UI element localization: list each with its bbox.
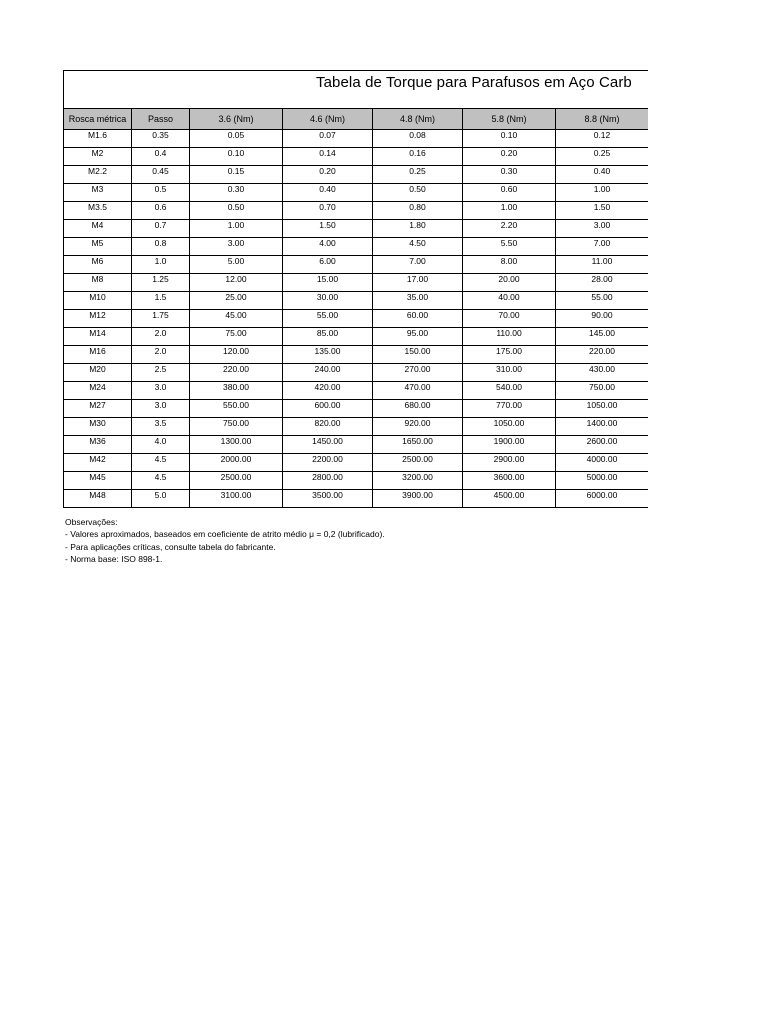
- thread-size-cell: M45: [64, 472, 132, 490]
- torque-cell: 1.00: [463, 202, 556, 220]
- table-row: [64, 328, 649, 346]
- torque-cell: 2000.00: [190, 454, 283, 472]
- torque-cell: 770.00: [463, 400, 556, 418]
- pitch-cell: 4.5: [132, 454, 190, 472]
- torque-cell: 0.12: [556, 130, 649, 148]
- torque-cell: 0.70: [283, 202, 373, 220]
- thread-size-cell: M5: [64, 238, 132, 256]
- torque-cell: 0.80: [373, 202, 463, 220]
- thread-size-cell: M2: [64, 148, 132, 166]
- pitch-cell: 0.6: [132, 202, 190, 220]
- pitch-cell: 0.5: [132, 184, 190, 202]
- thread-size-cell: M1.6: [64, 130, 132, 148]
- table-row: [64, 310, 649, 328]
- torque-cell: 28.00: [556, 274, 649, 292]
- torque-cell: 0.08: [373, 130, 463, 148]
- torque-cell: 2500.00: [190, 472, 283, 490]
- torque-cell: 1900.00: [463, 436, 556, 454]
- torque-cell: 750.00: [556, 382, 649, 400]
- torque-cell: 0.15: [190, 166, 283, 184]
- torque-cell: 75.00: [190, 328, 283, 346]
- header-row: [64, 109, 649, 130]
- table-row: [64, 382, 649, 400]
- torque-cell: 60.00: [373, 310, 463, 328]
- torque-cell: 1.80: [373, 220, 463, 238]
- torque-cell: 2200.00: [283, 454, 373, 472]
- thread-size-cell: M3: [64, 184, 132, 202]
- torque-cell: 55.00: [556, 292, 649, 310]
- torque-cell: 3100.00: [190, 490, 283, 508]
- pitch-cell: 1.5: [132, 292, 190, 310]
- torque-cell: 420.00: [283, 382, 373, 400]
- torque-cell: 750.00: [190, 418, 283, 436]
- torque-cell: 8.00: [463, 256, 556, 274]
- column-header: 4.8 (Nm): [373, 109, 463, 130]
- torque-cell: 1300.00: [190, 436, 283, 454]
- torque-cell: 220.00: [190, 364, 283, 382]
- thread-size-cell: M3.5: [64, 202, 132, 220]
- thread-size-cell: M10: [64, 292, 132, 310]
- table-row: [64, 400, 649, 418]
- torque-cell: 4000.00: [556, 454, 649, 472]
- torque-cell: 0.20: [283, 166, 373, 184]
- thread-size-cell: M30: [64, 418, 132, 436]
- torque-cell: 6000.00: [556, 490, 649, 508]
- column-header: Passo: [132, 109, 190, 130]
- table-row: [64, 238, 649, 256]
- thread-size-cell: M48: [64, 490, 132, 508]
- torque-cell: 95.00: [373, 328, 463, 346]
- torque-cell: 920.00: [373, 418, 463, 436]
- table-row: [64, 418, 649, 436]
- torque-cell: 470.00: [373, 382, 463, 400]
- torque-cell: 135.00: [283, 346, 373, 364]
- torque-cell: 4.00: [283, 238, 373, 256]
- note-line: - Para aplicações críticas, consulte tabela do fabricante.: [65, 541, 276, 552]
- pitch-cell: 0.45: [132, 166, 190, 184]
- column-header: 5.8 (Nm): [463, 109, 556, 130]
- thread-size-cell: M24: [64, 382, 132, 400]
- torque-cell: 12.00: [190, 274, 283, 292]
- torque-cell: 17.00: [373, 274, 463, 292]
- torque-cell: 35.00: [373, 292, 463, 310]
- thread-size-cell: M27: [64, 400, 132, 418]
- table-row: [64, 274, 649, 292]
- table-row: [64, 220, 649, 238]
- torque-cell: 3600.00: [463, 472, 556, 490]
- torque-cell: 40.00: [463, 292, 556, 310]
- note-line: - Norma base: ISO 898-1.: [65, 553, 163, 564]
- torque-cell: 2.20: [463, 220, 556, 238]
- torque-cell: 90.00: [556, 310, 649, 328]
- torque-cell: 1050.00: [463, 418, 556, 436]
- torque-cell: 5.50: [463, 238, 556, 256]
- pitch-cell: 2.0: [132, 328, 190, 346]
- table-row: [64, 202, 649, 220]
- pitch-cell: 4.5: [132, 472, 190, 490]
- pitch-cell: 2.5: [132, 364, 190, 382]
- torque-cell: 0.50: [373, 184, 463, 202]
- torque-cell: 1400.00: [556, 418, 649, 436]
- torque-cell: 0.10: [463, 130, 556, 148]
- torque-cell: 30.00: [283, 292, 373, 310]
- torque-cell: 150.00: [373, 346, 463, 364]
- torque-cell: 7.00: [556, 238, 649, 256]
- torque-cell: 1.00: [190, 220, 283, 238]
- thread-size-cell: M42: [64, 454, 132, 472]
- torque-sheet: [63, 70, 648, 508]
- note-line: - Valores aproximados, baseados em coeficiente de atrito médio μ = 0,2 (lubrificado).: [65, 529, 385, 540]
- pitch-cell: 3.5: [132, 418, 190, 436]
- torque-cell: 3.00: [556, 220, 649, 238]
- torque-cell: 270.00: [373, 364, 463, 382]
- torque-cell: 2600.00: [556, 436, 649, 454]
- pitch-cell: 1.0: [132, 256, 190, 274]
- torque-cell: 110.00: [463, 328, 556, 346]
- torque-cell: 6.00: [283, 256, 373, 274]
- torque-cell: 600.00: [283, 400, 373, 418]
- torque-cell: 2500.00: [373, 454, 463, 472]
- torque-cell: 1.00: [556, 184, 649, 202]
- pitch-cell: 5.0: [132, 490, 190, 508]
- table-row: [64, 436, 649, 454]
- torque-cell: 220.00: [556, 346, 649, 364]
- thread-size-cell: M16: [64, 346, 132, 364]
- torque-cell: 430.00: [556, 364, 649, 382]
- torque-cell: 540.00: [463, 382, 556, 400]
- torque-cell: 25.00: [190, 292, 283, 310]
- thread-size-cell: M36: [64, 436, 132, 454]
- table-row: [64, 454, 649, 472]
- torque-cell: 240.00: [283, 364, 373, 382]
- table-row: [64, 292, 649, 310]
- torque-cell: 3.00: [190, 238, 283, 256]
- pitch-cell: 3.0: [132, 382, 190, 400]
- torque-cell: 2900.00: [463, 454, 556, 472]
- torque-cell: 0.25: [556, 148, 649, 166]
- column-header: 8.8 (Nm): [556, 109, 649, 130]
- table-row: [64, 364, 649, 382]
- torque-cell: 3900.00: [373, 490, 463, 508]
- torque-cell: 0.40: [556, 166, 649, 184]
- torque-cell: 2800.00: [283, 472, 373, 490]
- title-row: [63, 70, 648, 108]
- torque-cell: 310.00: [463, 364, 556, 382]
- notes: [65, 516, 385, 565]
- torque-cell: 7.00: [373, 256, 463, 274]
- torque-cell: 0.07: [283, 130, 373, 148]
- thread-size-cell: M8: [64, 274, 132, 292]
- torque-cell: 0.25: [373, 166, 463, 184]
- table-row: [64, 130, 649, 148]
- thread-size-cell: M2.2: [64, 166, 132, 184]
- torque-cell: 1.50: [556, 202, 649, 220]
- torque-cell: 380.00: [190, 382, 283, 400]
- table-row: [64, 490, 649, 508]
- table-body: [64, 130, 649, 508]
- pitch-cell: 0.4: [132, 148, 190, 166]
- torque-cell: 1050.00: [556, 400, 649, 418]
- torque-cell: 0.40: [283, 184, 373, 202]
- torque-cell: 15.00: [283, 274, 373, 292]
- torque-cell: 55.00: [283, 310, 373, 328]
- torque-cell: 5.00: [190, 256, 283, 274]
- torque-cell: 0.20: [463, 148, 556, 166]
- table-row: [64, 346, 649, 364]
- table-row: [64, 166, 649, 184]
- thread-size-cell: M6: [64, 256, 132, 274]
- torque-cell: 45.00: [190, 310, 283, 328]
- torque-cell: 1.50: [283, 220, 373, 238]
- torque-cell: 550.00: [190, 400, 283, 418]
- column-header: 3.6 (Nm): [190, 109, 283, 130]
- pitch-cell: 0.8: [132, 238, 190, 256]
- torque-cell: 85.00: [283, 328, 373, 346]
- torque-cell: 0.50: [190, 202, 283, 220]
- pitch-cell: 0.7: [132, 220, 190, 238]
- table-row: [64, 256, 649, 274]
- torque-cell: 3200.00: [373, 472, 463, 490]
- torque-cell: 0.14: [283, 148, 373, 166]
- pitch-cell: 3.0: [132, 400, 190, 418]
- torque-table: [63, 108, 648, 508]
- torque-cell: 0.16: [373, 148, 463, 166]
- column-header: Rosca métrica: [64, 109, 132, 130]
- torque-cell: 0.05: [190, 130, 283, 148]
- table-title: Tabela de Torque para Parafusos em Aço Carb: [316, 74, 632, 91]
- thread-size-cell: M12: [64, 310, 132, 328]
- torque-cell: 3500.00: [283, 490, 373, 508]
- table-row: [64, 184, 649, 202]
- torque-cell: 0.30: [463, 166, 556, 184]
- torque-cell: 5000.00: [556, 472, 649, 490]
- torque-cell: 20.00: [463, 274, 556, 292]
- torque-cell: 175.00: [463, 346, 556, 364]
- torque-cell: 4.50: [373, 238, 463, 256]
- torque-cell: 1650.00: [373, 436, 463, 454]
- column-header: 4.6 (Nm): [283, 109, 373, 130]
- torque-cell: 70.00: [463, 310, 556, 328]
- torque-cell: 120.00: [190, 346, 283, 364]
- table-row: [64, 148, 649, 166]
- torque-cell: 1450.00: [283, 436, 373, 454]
- torque-cell: 0.30: [190, 184, 283, 202]
- thread-size-cell: M14: [64, 328, 132, 346]
- table-row: [64, 472, 649, 490]
- torque-cell: 145.00: [556, 328, 649, 346]
- notes-heading: Observações:: [65, 517, 118, 527]
- torque-cell: 820.00: [283, 418, 373, 436]
- thread-size-cell: M20: [64, 364, 132, 382]
- torque-cell: 0.10: [190, 148, 283, 166]
- pitch-cell: 4.0: [132, 436, 190, 454]
- thread-size-cell: M4: [64, 220, 132, 238]
- pitch-cell: 1.25: [132, 274, 190, 292]
- torque-cell: 4500.00: [463, 490, 556, 508]
- pitch-cell: 1.75: [132, 310, 190, 328]
- pitch-cell: 0.35: [132, 130, 190, 148]
- torque-cell: 680.00: [373, 400, 463, 418]
- torque-cell: 11.00: [556, 256, 649, 274]
- torque-cell: 0.60: [463, 184, 556, 202]
- pitch-cell: 2.0: [132, 346, 190, 364]
